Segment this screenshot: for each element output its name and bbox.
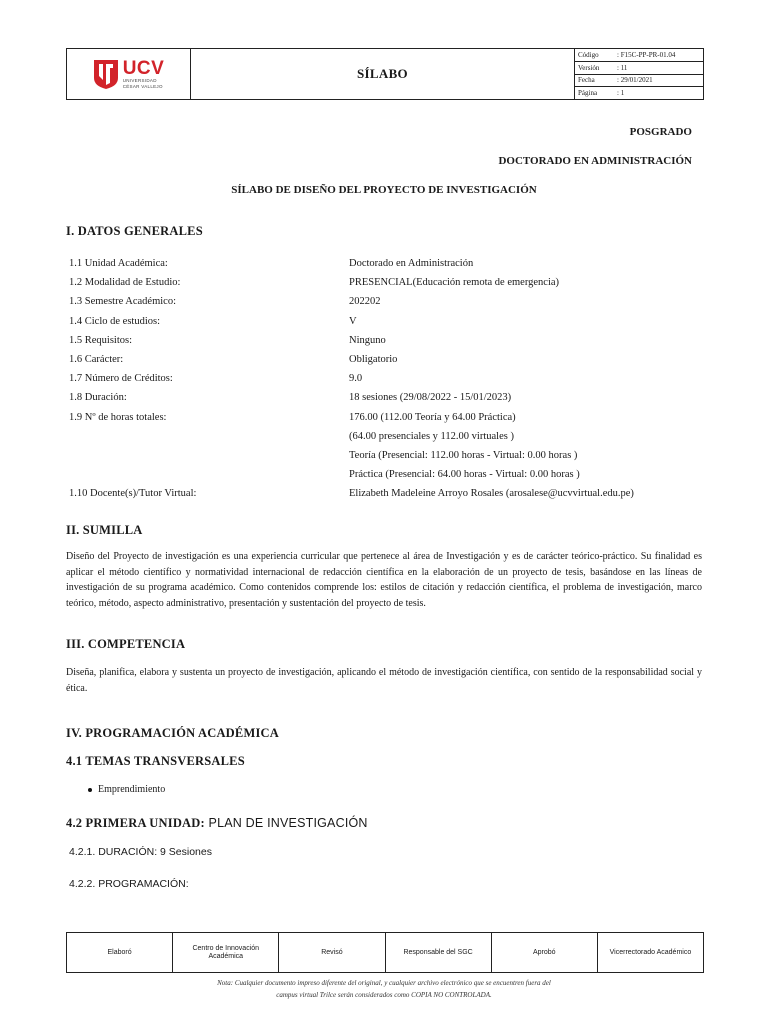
meta-key: Página xyxy=(578,89,598,98)
list-item xyxy=(88,784,165,795)
datos-generales-key xyxy=(69,450,349,461)
sumilla-text: Diseño del Proyecto de investigación es una experiencia curricular que pertenece al área de Investigación y es de carácter teórico-práctico. Su finalidad es aplicar el método científico y normatividad internacional de redacción científica en la elaboración de un proyecto de tesis, basándose en las líneas de investigación de su programa académico. Como contenidos comprende los: estilos de citación y redacción científica, el problema de investigación, marco teórico, método, aspecto administrativo, presentación y sustentación del proyecto de tesis. xyxy=(66,551,702,609)
ucv-shield-icon xyxy=(93,58,119,90)
header-meta xyxy=(575,49,703,99)
approval-cell: Responsable del SGC xyxy=(386,933,492,972)
unidad-name: PLAN DE INVESTIGACIÓN xyxy=(204,816,368,830)
datos-generales-value: Práctica (Presencial: 64.00 horas - Virtual: 0.00 horas ) xyxy=(349,469,580,481)
meta-value: : 1 xyxy=(617,89,625,98)
datos-generales-row xyxy=(69,373,709,384)
datos-generales-key: 1.1 Unidad Académica: xyxy=(69,258,168,269)
footer-note-line-2: campus virtual Trilce serán considerados como COPIA NO CONTROLADA. xyxy=(276,991,492,999)
datos-generales-row xyxy=(69,431,709,442)
primera-unidad-title xyxy=(66,816,368,831)
section-sumilla-title: II. SUMILLA xyxy=(66,523,143,537)
posgrado-heading: POSGRADO xyxy=(629,126,692,138)
meta-row-codigo xyxy=(575,49,703,62)
datos-generales-row xyxy=(69,335,709,346)
datos-generales-key: 1.8 Duración: xyxy=(69,392,127,404)
approval-table xyxy=(66,932,704,973)
ucv-logo xyxy=(93,58,165,90)
datos-generales-value: Doctorado en Administración xyxy=(349,258,474,269)
datos-generales-key: 1.7 Número de Créditos: xyxy=(69,373,173,385)
approval-cell: Centro de Innovación Académica xyxy=(173,933,279,972)
datos-generales-value: Teoría (Presencial: 112.00 horas - Virtual: 0.00 horas ) xyxy=(349,450,578,461)
meta-row-pagina xyxy=(575,87,703,99)
datos-generales-row xyxy=(69,354,709,365)
meta-value: : 29/01/2021 xyxy=(617,76,653,85)
footer-note-line-1: Nota: Cualquier documento impreso diferente del original, y cualquier archivo electrónico que se encuentren fuera del xyxy=(217,979,551,987)
datos-generales-row xyxy=(69,258,709,269)
datos-generales-key: 1.10 Docente(s)/Tutor Virtual: xyxy=(69,488,197,500)
section-datos-generales-title: I. DATOS GENERALES xyxy=(66,224,203,238)
document-header xyxy=(66,48,704,100)
datos-generales-value: 18 sesiones (29/08/2022 - 15/01/2023) xyxy=(349,392,512,404)
datos-generales-row xyxy=(69,277,709,288)
program-heading: DOCTORADO EN ADMINISTRACIÓN xyxy=(498,155,692,167)
datos-generales-row xyxy=(69,488,709,499)
datos-generales-row xyxy=(69,296,709,307)
approval-cell: Aprobó xyxy=(492,933,598,972)
document-title: SÍLABO DE DISEÑO DEL PROYECTO DE INVESTIGACIÓN xyxy=(231,184,537,196)
datos-generales-row xyxy=(69,316,709,327)
meta-key: Fecha xyxy=(578,76,595,85)
datos-generales-value: Elizabeth Madeleine Arroyo Rosales (arosalese@ucvvirtual.edu.pe) xyxy=(349,488,634,500)
logo-sub-text-2: CÉSAR VALLEJO xyxy=(122,83,163,89)
competencia-text: Diseña, planifica, elabora y sustenta un proyecto de investigación, aplicando el método de investigación científica, con sentido de la responsabilidad social y ética. xyxy=(66,667,702,694)
approval-cell: Elaboró xyxy=(67,933,173,972)
datos-generales-value: 202202 xyxy=(349,296,381,308)
datos-generales-row xyxy=(69,412,709,423)
datos-generales-key xyxy=(69,431,349,442)
datos-generales-value: V xyxy=(349,315,357,327)
datos-generales-key: 1.9 Nº de horas totales: xyxy=(69,411,167,423)
bullet-icon xyxy=(88,788,92,792)
logo-ucv-text: UCV xyxy=(122,58,165,79)
datos-generales-key: 1.4 Ciclo de estudios: xyxy=(69,315,160,327)
duracion-line: 4.2.1. DURACIÓN: 9 Sesiones xyxy=(69,846,212,858)
datos-generales-value: Obligatorio xyxy=(349,354,398,365)
logo-cell xyxy=(67,49,191,99)
datos-generales-value: PRESENCIAL(Educación remota de emergencia) xyxy=(349,277,560,289)
tema-label: Emprendimiento xyxy=(98,784,166,795)
meta-value: : F15C-PP-PR-01.04 xyxy=(617,50,676,59)
datos-generales-key: 1.3 Semestre Académico: xyxy=(69,296,177,308)
meta-value: : 11 xyxy=(617,63,628,72)
approval-cell: Revisó xyxy=(279,933,385,972)
datos-generales-key: 1.6 Carácter: xyxy=(69,354,124,365)
datos-generales-value: Ninguno xyxy=(349,334,386,346)
meta-key: Código xyxy=(578,50,599,59)
programacion-line: 4.2.2. PROGRAMACIÓN: xyxy=(69,878,189,890)
meta-row-fecha xyxy=(575,75,703,88)
meta-key: Versión xyxy=(578,63,600,72)
footer-note xyxy=(0,977,768,1001)
datos-generales-key: 1.2 Modalidad de Estudio: xyxy=(69,277,181,289)
datos-generales-row xyxy=(69,392,709,403)
meta-row-version xyxy=(575,62,703,75)
datos-generales-value: 176.00 (112.00 Teoría y 64.00 Práctica) xyxy=(349,411,516,423)
datos-generales-row xyxy=(69,469,709,480)
datos-generales-key: 1.5 Requisitos: xyxy=(69,334,133,346)
logo-sub-text-1: UNIVERSIDAD xyxy=(122,78,157,83)
temas-transversales-title: 4.1 TEMAS TRANSVERSALES xyxy=(66,754,245,768)
section-programacion-title: IV. PROGRAMACIÓN ACADÉMICA xyxy=(66,726,279,740)
approval-cell: Vicerrectorado Académico xyxy=(609,948,692,956)
unidad-number: 4.2 PRIMERA UNIDAD: xyxy=(66,816,205,830)
datos-generales-row xyxy=(69,450,709,461)
section-competencia-title: III. COMPETENCIA xyxy=(66,637,186,651)
datos-generales-value: 9.0 xyxy=(349,373,363,385)
header-title: SÍLABO xyxy=(191,49,575,99)
datos-generales-key xyxy=(69,469,349,480)
datos-generales-value: (64.00 presenciales y 112.00 virtuales ) xyxy=(349,430,514,442)
